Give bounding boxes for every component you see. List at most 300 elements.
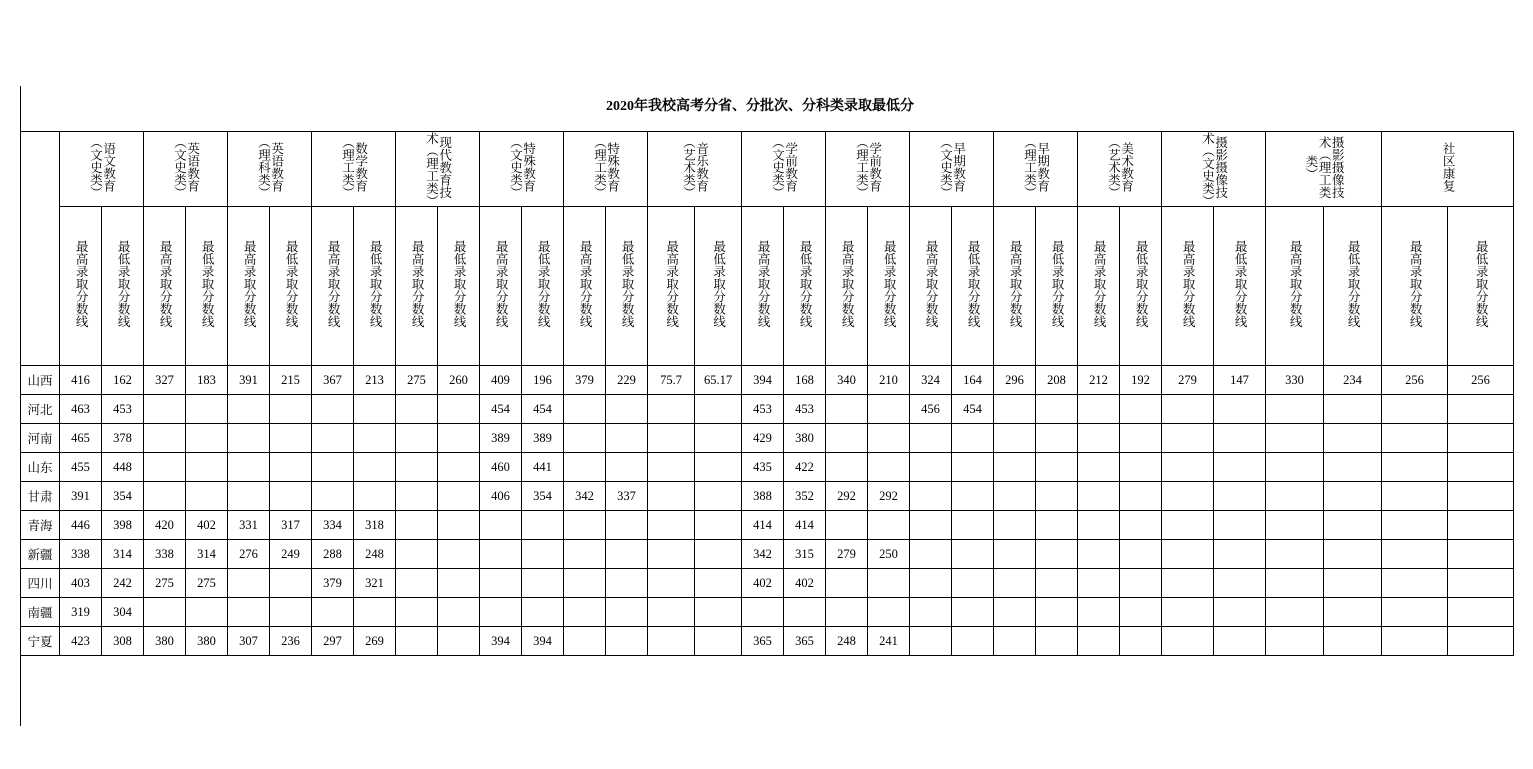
score-cell [1324, 627, 1382, 656]
score-cell: 292 [868, 482, 910, 511]
score-cell [1120, 482, 1162, 511]
column-group-label: 英语教育（文史类） [172, 135, 200, 199]
score-cell [480, 540, 522, 569]
score-cell [1266, 598, 1324, 627]
score-cell: 215 [270, 366, 312, 395]
score-cell [564, 453, 606, 482]
score-cell [144, 453, 186, 482]
column-group-label: 摄影摄像技术（理工类类） [1303, 135, 1345, 199]
score-cell [1120, 395, 1162, 424]
score-cell [228, 453, 270, 482]
score-cell [438, 569, 480, 598]
score-cell: 208 [1036, 366, 1078, 395]
score-cell: 453 [742, 395, 784, 424]
column-group-header [826, 132, 910, 207]
score-cell [1162, 424, 1214, 453]
score-cell [564, 598, 606, 627]
score-cell: 183 [186, 366, 228, 395]
score-cell [270, 424, 312, 453]
score-cell [522, 511, 564, 540]
score-cell: 365 [742, 627, 784, 656]
score-cell: 250 [868, 540, 910, 569]
column-sub-header [910, 207, 952, 366]
column-group-label: 英语教育（理科类） [256, 135, 284, 199]
province-cell: 山东 [21, 453, 60, 482]
score-cell: 342 [564, 482, 606, 511]
score-cell: 422 [784, 453, 826, 482]
score-cell [1382, 395, 1448, 424]
score-cell [910, 482, 952, 511]
score-cell [1266, 482, 1324, 511]
score-cell [648, 627, 695, 656]
column-group-label: 社区康复 [1441, 142, 1456, 192]
score-cell: 402 [742, 569, 784, 598]
score-cell [648, 569, 695, 598]
score-cell [1162, 511, 1214, 540]
score-cell: 389 [480, 424, 522, 453]
score-cell [1036, 511, 1078, 540]
score-cell: 391 [228, 366, 270, 395]
column-group-header [144, 132, 228, 207]
score-cell [1266, 540, 1324, 569]
score-cell: 337 [606, 482, 648, 511]
province-cell: 甘肃 [21, 482, 60, 511]
column-sub-label: 最低录取分数线 [1134, 240, 1149, 328]
column-sub-label: 最高录取分数线 [242, 240, 257, 328]
score-cell [522, 598, 564, 627]
score-cell [695, 511, 742, 540]
column-group-label: 学前教育（理工类） [854, 135, 882, 199]
column-sub-label: 最低录取分数线 [284, 240, 299, 328]
score-cell: 275 [396, 366, 438, 395]
score-cell [144, 598, 186, 627]
score-cell: 248 [826, 627, 868, 656]
score-cell: 275 [144, 569, 186, 598]
score-cell: 448 [102, 453, 144, 482]
score-cell [354, 482, 396, 511]
score-cell [1120, 598, 1162, 627]
score-cell [396, 424, 438, 453]
score-cell: 406 [480, 482, 522, 511]
province-cell: 青海 [21, 511, 60, 540]
score-cell: 164 [952, 366, 994, 395]
score-cell: 276 [228, 540, 270, 569]
score-cell [868, 395, 910, 424]
score-cell: 338 [144, 540, 186, 569]
score-cell: 236 [270, 627, 312, 656]
column-group-label: 特殊教育（文史类） [508, 135, 536, 199]
score-cell [1214, 569, 1266, 598]
score-cell [952, 569, 994, 598]
score-cell [1382, 424, 1448, 453]
score-cell [438, 424, 480, 453]
score-cell: 429 [742, 424, 784, 453]
score-cell [564, 540, 606, 569]
column-sub-header [60, 207, 102, 366]
score-cell [1036, 395, 1078, 424]
score-cell [826, 395, 868, 424]
score-cell [1162, 540, 1214, 569]
score-cell [1162, 598, 1214, 627]
score-cell: 380 [144, 627, 186, 656]
score-cell [868, 424, 910, 453]
score-cell [228, 424, 270, 453]
column-sub-label: 最高录取分数线 [494, 240, 509, 328]
score-cell [312, 453, 354, 482]
column-sub-label: 最高录取分数线 [924, 240, 939, 328]
score-cell: 307 [228, 627, 270, 656]
score-cell: 234 [1324, 366, 1382, 395]
column-group-header [60, 132, 144, 207]
score-cell [994, 627, 1036, 656]
score-cell [270, 453, 312, 482]
score-cell [438, 453, 480, 482]
column-sub-header [438, 207, 480, 366]
score-cell [522, 569, 564, 598]
score-cell [1162, 395, 1214, 424]
column-sub-label: 最低录取分数线 [1474, 240, 1489, 328]
score-cell [826, 453, 868, 482]
score-cell [695, 424, 742, 453]
column-sub-header [648, 207, 695, 366]
score-cell: 162 [102, 366, 144, 395]
score-cell [952, 482, 994, 511]
score-cell [994, 395, 1036, 424]
score-cell [1266, 569, 1324, 598]
score-cell: 388 [742, 482, 784, 511]
column-sub-header [102, 207, 144, 366]
score-cell [1448, 482, 1514, 511]
column-sub-label: 最低录取分数线 [711, 240, 726, 328]
score-cell [1266, 395, 1324, 424]
score-cell [826, 598, 868, 627]
score-cell: 229 [606, 366, 648, 395]
score-cell: 318 [354, 511, 396, 540]
column-sub-label: 最低录取分数线 [1233, 240, 1248, 328]
score-cell [438, 627, 480, 656]
score-cell [1266, 511, 1324, 540]
table-row [21, 540, 1514, 569]
score-cell: 256 [1382, 366, 1448, 395]
score-cell [648, 511, 695, 540]
score-cell: 402 [784, 569, 826, 598]
score-cell: 389 [522, 424, 564, 453]
score-cell [695, 482, 742, 511]
score-cell [564, 424, 606, 453]
column-sub-header [270, 207, 312, 366]
score-cell [1078, 511, 1120, 540]
score-cell [952, 627, 994, 656]
score-cell [564, 569, 606, 598]
score-cell [1324, 482, 1382, 511]
score-cell [1078, 627, 1120, 656]
column-sub-header [522, 207, 564, 366]
column-group-header [564, 132, 648, 207]
score-cell [186, 453, 228, 482]
score-cell: 380 [186, 627, 228, 656]
score-cell [480, 511, 522, 540]
column-sub-label: 最低录取分数线 [1050, 240, 1065, 328]
score-cell [1120, 424, 1162, 453]
score-cell [1120, 569, 1162, 598]
column-group-label: 数学教育（理工类） [340, 135, 368, 199]
score-cell [312, 395, 354, 424]
score-cell [695, 598, 742, 627]
column-group-label: 美术教育（艺术类） [1106, 135, 1134, 199]
score-cell: 365 [784, 627, 826, 656]
score-cell [952, 598, 994, 627]
score-cell [1214, 540, 1266, 569]
score-cell [1214, 482, 1266, 511]
column-group-label: 学前教育（文史类） [770, 135, 798, 199]
score-cell [606, 569, 648, 598]
score-cell: 455 [60, 453, 102, 482]
column-sub-header [868, 207, 910, 366]
score-cell [1036, 627, 1078, 656]
score-cell [910, 453, 952, 482]
score-cell [910, 627, 952, 656]
province-cell: 河北 [21, 395, 60, 424]
score-cell [910, 569, 952, 598]
score-cell [868, 598, 910, 627]
score-cell [1036, 453, 1078, 482]
table-row [21, 627, 1514, 656]
score-cell [952, 511, 994, 540]
score-cell: 394 [742, 366, 784, 395]
table-body [21, 366, 1514, 656]
score-cell [994, 453, 1036, 482]
score-cell: 330 [1266, 366, 1324, 395]
column-group-header [228, 132, 312, 207]
score-cell [396, 598, 438, 627]
score-cell [1078, 453, 1120, 482]
column-sub-header [1382, 207, 1448, 366]
column-sub-header [144, 207, 186, 366]
score-cell: 453 [784, 395, 826, 424]
column-sub-label: 最低录取分数线 [116, 240, 131, 328]
column-sub-label: 最高录取分数线 [1181, 240, 1196, 328]
score-cell [144, 482, 186, 511]
score-cell: 398 [102, 511, 144, 540]
column-sub-header [396, 207, 438, 366]
score-cell: 453 [102, 395, 144, 424]
column-sub-header [354, 207, 396, 366]
score-cell [396, 569, 438, 598]
score-cell [438, 395, 480, 424]
score-cell: 409 [480, 366, 522, 395]
score-cell [312, 598, 354, 627]
score-cell [438, 598, 480, 627]
score-cell: 279 [1162, 366, 1214, 395]
score-cell: 379 [312, 569, 354, 598]
score-cell [1448, 424, 1514, 453]
score-cell [144, 395, 186, 424]
score-cell: 340 [826, 366, 868, 395]
score-cell: 317 [270, 511, 312, 540]
score-cell: 378 [102, 424, 144, 453]
score-cell [1078, 540, 1120, 569]
score-cell: 414 [784, 511, 826, 540]
score-cell [396, 540, 438, 569]
column-group-label: 早期教育（理工类） [1022, 135, 1050, 199]
score-cell [1036, 598, 1078, 627]
score-cell [522, 540, 564, 569]
score-cell [1078, 395, 1120, 424]
column-sub-label: 最低录取分数线 [966, 240, 981, 328]
column-sub-label: 最低录取分数线 [798, 240, 813, 328]
score-cell: 213 [354, 366, 396, 395]
score-cell [228, 395, 270, 424]
page-title: 2020年我校高考分省、分批次、分科类录取最低分 [606, 99, 914, 114]
table-row [21, 424, 1514, 453]
score-cell: 241 [868, 627, 910, 656]
column-sub-label: 最高录取分数线 [840, 240, 855, 328]
score-cell [1448, 511, 1514, 540]
column-group-label: 摄影摄像技术（文史类） [1200, 132, 1228, 207]
column-group-header [312, 132, 396, 207]
score-cell [1324, 569, 1382, 598]
score-cell: 354 [102, 482, 144, 511]
score-cell [1036, 424, 1078, 453]
province-cell: 山西 [21, 366, 60, 395]
score-cell: 275 [186, 569, 228, 598]
column-sub-label: 最高录取分数线 [1288, 240, 1303, 328]
table-row [21, 511, 1514, 540]
score-cell [868, 453, 910, 482]
score-cell [648, 598, 695, 627]
score-cell: 296 [994, 366, 1036, 395]
score-cell [1266, 453, 1324, 482]
score-cell: 249 [270, 540, 312, 569]
score-cell [1036, 482, 1078, 511]
score-cell: 456 [910, 395, 952, 424]
column-sub-label: 最高录取分数线 [1008, 240, 1023, 328]
score-cell [952, 424, 994, 453]
score-cell [1382, 540, 1448, 569]
column-sub-label: 最高录取分数线 [410, 240, 425, 328]
score-cell [868, 511, 910, 540]
province-cell: 河南 [21, 424, 60, 453]
score-cell [480, 598, 522, 627]
column-group-header [480, 132, 564, 207]
column-group-header [994, 132, 1078, 207]
score-cell: 242 [102, 569, 144, 598]
column-group-header [742, 132, 826, 207]
score-cell [606, 511, 648, 540]
column-sub-label: 最低录取分数线 [536, 240, 551, 328]
score-cell: 319 [60, 598, 102, 627]
column-sub-label: 最低录取分数线 [200, 240, 215, 328]
score-cell [396, 453, 438, 482]
score-cell [1120, 627, 1162, 656]
score-cell [1214, 598, 1266, 627]
score-cell [1036, 540, 1078, 569]
score-cell: 414 [742, 511, 784, 540]
table-row [21, 598, 1514, 627]
score-cell: 416 [60, 366, 102, 395]
score-cell: 463 [60, 395, 102, 424]
score-cell [1078, 569, 1120, 598]
table-row [21, 569, 1514, 598]
score-cell: 279 [826, 540, 868, 569]
score-cell [564, 395, 606, 424]
column-group-label: 早期教育（文史类） [938, 135, 966, 199]
score-cell: 324 [910, 366, 952, 395]
score-cell [1162, 453, 1214, 482]
score-cell [1448, 598, 1514, 627]
table-corner-cell [21, 132, 60, 366]
score-cell [994, 540, 1036, 569]
score-cell [228, 598, 270, 627]
score-cell [186, 598, 228, 627]
column-sub-header [1078, 207, 1120, 366]
score-cell [270, 395, 312, 424]
score-cell: 441 [522, 453, 564, 482]
score-cell [270, 482, 312, 511]
column-group-header [1382, 132, 1514, 207]
column-sub-label: 最低录取分数线 [620, 240, 635, 328]
column-group-label: 音乐教育（艺术类） [681, 135, 709, 199]
score-cell [396, 482, 438, 511]
score-cell [1324, 453, 1382, 482]
score-cell [186, 482, 228, 511]
score-cell [695, 540, 742, 569]
score-cell: 394 [522, 627, 564, 656]
score-cell [564, 511, 606, 540]
score-cell: 338 [60, 540, 102, 569]
column-sub-label: 最高录取分数线 [158, 240, 173, 328]
score-cell: 420 [144, 511, 186, 540]
score-cell: 256 [1448, 366, 1514, 395]
score-cell [1036, 569, 1078, 598]
province-cell: 新疆 [21, 540, 60, 569]
score-cell [868, 569, 910, 598]
score-cell [1214, 511, 1266, 540]
score-cell: 314 [102, 540, 144, 569]
score-cell [826, 424, 868, 453]
table-row [21, 453, 1514, 482]
score-cell [270, 598, 312, 627]
score-cell [1214, 424, 1266, 453]
score-cell: 391 [60, 482, 102, 511]
score-cell: 304 [102, 598, 144, 627]
column-sub-header [1120, 207, 1162, 366]
score-cell: 314 [186, 540, 228, 569]
score-cell: 292 [826, 482, 868, 511]
column-sub-header [312, 207, 354, 366]
sub-header-row [21, 207, 1514, 366]
score-cell [606, 627, 648, 656]
score-cell [606, 453, 648, 482]
score-cell [186, 395, 228, 424]
score-cell [648, 424, 695, 453]
score-cell: 460 [480, 453, 522, 482]
score-cell [606, 395, 648, 424]
column-sub-label: 最低录取分数线 [368, 240, 383, 328]
score-cell: 446 [60, 511, 102, 540]
score-cell [1162, 482, 1214, 511]
score-cell [1382, 511, 1448, 540]
column-sub-header [564, 207, 606, 366]
score-cell [1324, 598, 1382, 627]
table-row [21, 366, 1514, 395]
score-cell [354, 424, 396, 453]
column-sub-label: 最低录取分数线 [1346, 240, 1361, 328]
score-cell: 334 [312, 511, 354, 540]
column-group-header [396, 132, 480, 207]
score-cell [1214, 453, 1266, 482]
score-cell: 308 [102, 627, 144, 656]
